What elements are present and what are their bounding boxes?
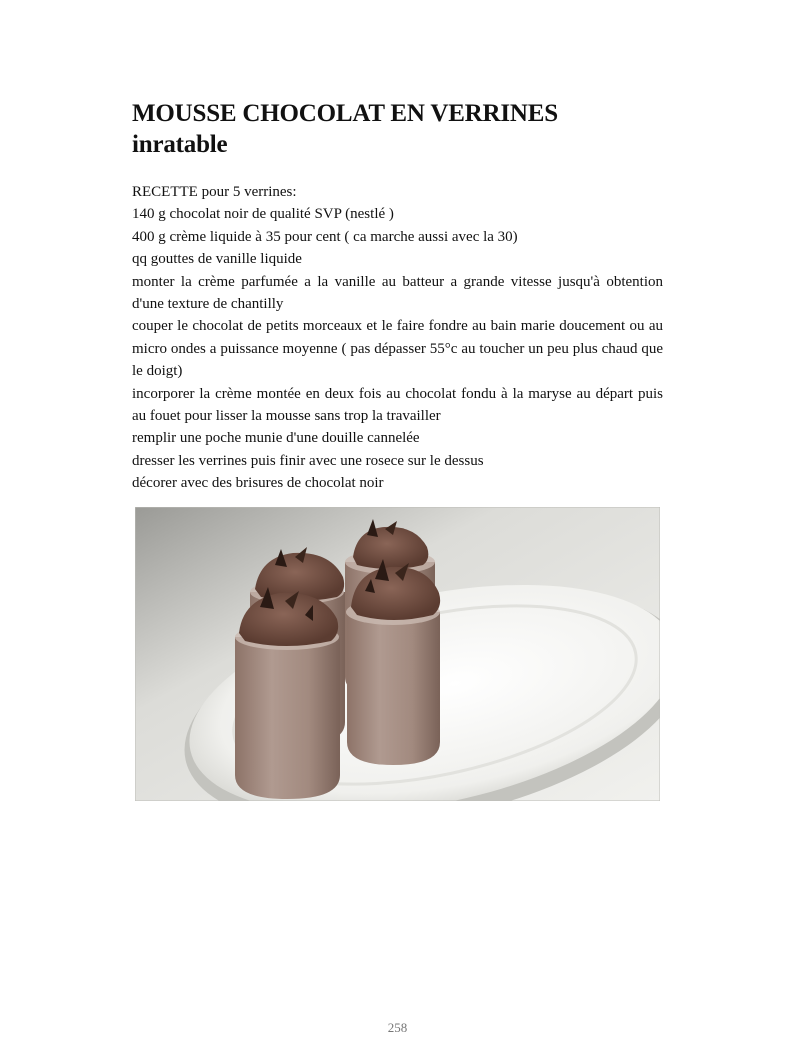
recipe-title — [132, 98, 672, 160]
step-fold-cream: incorporer la crème montée en deux fois au chocolat fondu à la maryse au départ puis au fouet pour lisser la mousse sans trop la travailler — [132, 385, 663, 425]
mousse-photo — [135, 507, 660, 801]
step-fill-piping-bag: remplir une poche munie d'une douille cannelée — [132, 430, 420, 447]
mousse-photo-illustration — [135, 507, 660, 801]
verrine-front-left — [235, 587, 340, 799]
step-melt-chocolate: couper le chocolat de petits morceaux et le faire fondre au bain marie doucement ou au micro ondes a puissance moyenne ( pas dépasser 55°c au toucher un peu plus chaud que le doigt) — [132, 318, 663, 380]
step-whip-cream: monter la crème parfumée a la vanille au batteur a grande vitesse jusqu'à obtention d'une texture de chantilly — [132, 273, 663, 313]
recipe-title-line-1: MOUSSE CHOCOLAT EN VERRINES — [132, 100, 558, 127]
recipe-servings: RECETTE pour 5 verrines: — [132, 184, 297, 200]
recipe-title-line-2: inratable — [132, 131, 228, 158]
ingredient-vanilla: qq gouttes de vanille liquide — [132, 251, 302, 268]
verrine-front-right — [346, 559, 440, 765]
step-decorate: décorer avec des brisures de chocolat noir — [132, 475, 384, 492]
step-pipe-verrines: dresser les verrines puis finir avec une rosece sur le dessus — [132, 452, 484, 469]
page-number: 258 — [387, 1020, 408, 1035]
ingredient-cream: 400 g crème liquide à 35 pour cent ( ca marche aussi avec la 30) — [132, 228, 518, 245]
ingredient-chocolate: 140 g chocolat noir de qualité SVP (nestlé ) — [132, 206, 394, 223]
recipe-body — [132, 181, 663, 495]
